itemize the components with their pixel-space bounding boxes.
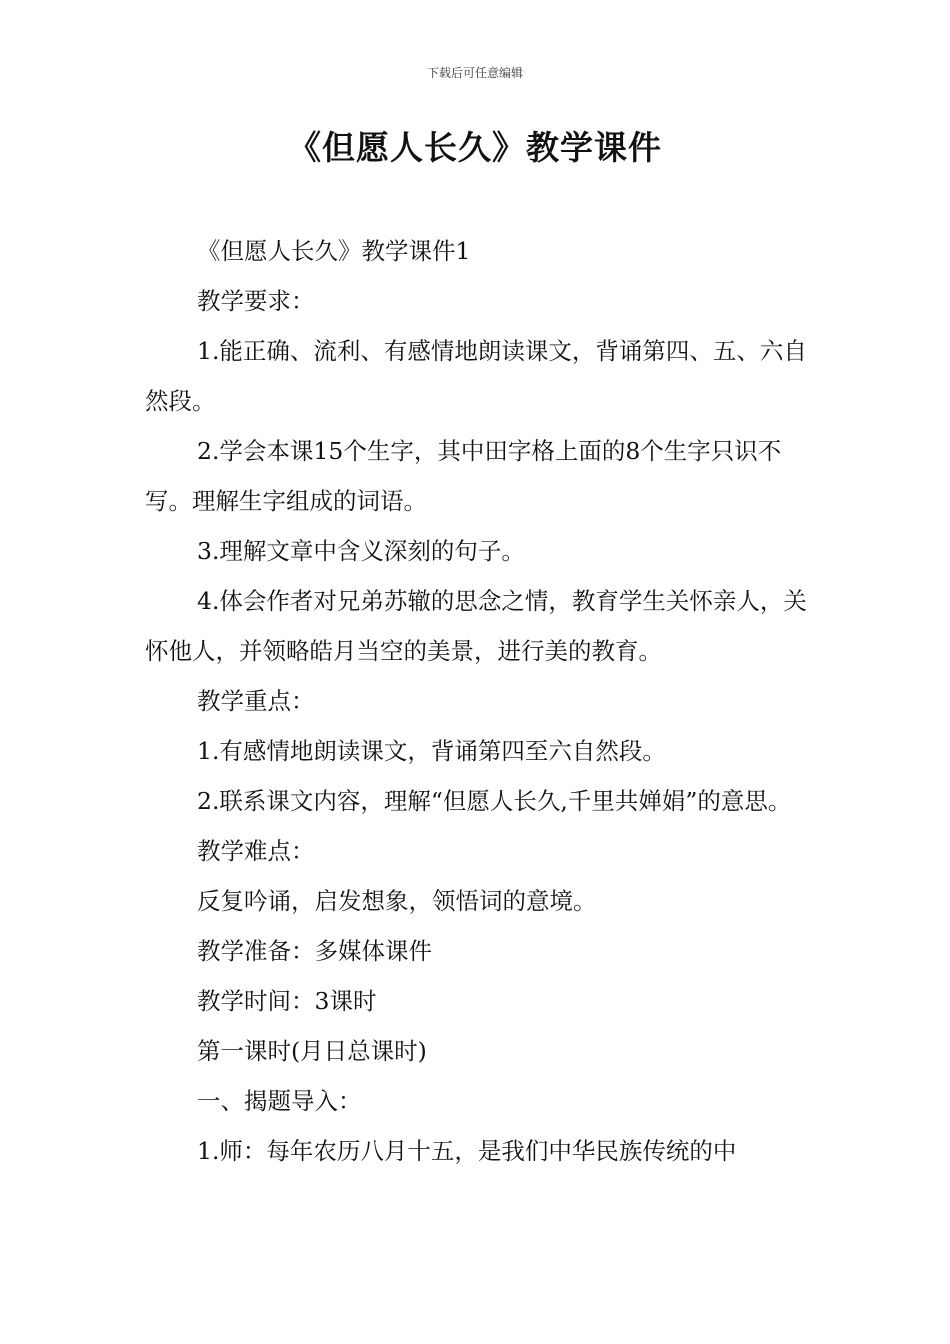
document-title: 《但愿人长久》教学课件 bbox=[288, 128, 662, 167]
paragraph-5: 3.理解文章中含义深刻的句子。 bbox=[197, 537, 525, 565]
document-body bbox=[145, 226, 825, 1176]
paragraph-10: 教学难点： bbox=[197, 837, 315, 865]
paragraph-1: 《但愿人长久》教学课件1 bbox=[197, 237, 471, 265]
paragraph-12: 教学准备：多媒体课件 bbox=[197, 937, 432, 965]
paragraph-8: 1.有感情地朗读课文，背诵第四至六自然段。 bbox=[197, 737, 666, 765]
paragraph-7: 教学重点： bbox=[197, 687, 315, 715]
paragraph-16: 1.师：每年农历八月十五，是我们中华民族传统的中 bbox=[197, 1137, 737, 1165]
paragraph-4: 2.学会本课15个生字，其中田字格上面的8个生字只识不写。理解生字组成的词语。 bbox=[145, 437, 782, 515]
paragraph-9: 2.联系课文内容，理解“但愿人长久,千里共婵娟”的意思。 bbox=[197, 787, 792, 815]
paragraph-15: 一、揭题导入： bbox=[197, 1087, 362, 1115]
paragraph-13: 教学时间：3课时 bbox=[197, 987, 377, 1015]
paragraph-2: 教学要求： bbox=[197, 287, 315, 315]
paragraph-14: 第一课时(月日总课时) bbox=[197, 1037, 427, 1065]
paragraph-3: 1.能正确、流利、有感情地朗读课文，背诵第四、五、六自然段。 bbox=[145, 337, 807, 415]
header-note: 下载后可任意编辑 bbox=[426, 66, 523, 80]
paragraph-11: 反复吟诵，启发想象，领悟词的意境。 bbox=[197, 887, 597, 915]
paragraph-6: 4.体会作者对兄弟苏辙的思念之情，教育学生关怀亲人，关怀他人，并领略皓月当空的美景，进行美的教育。 bbox=[145, 587, 807, 665]
